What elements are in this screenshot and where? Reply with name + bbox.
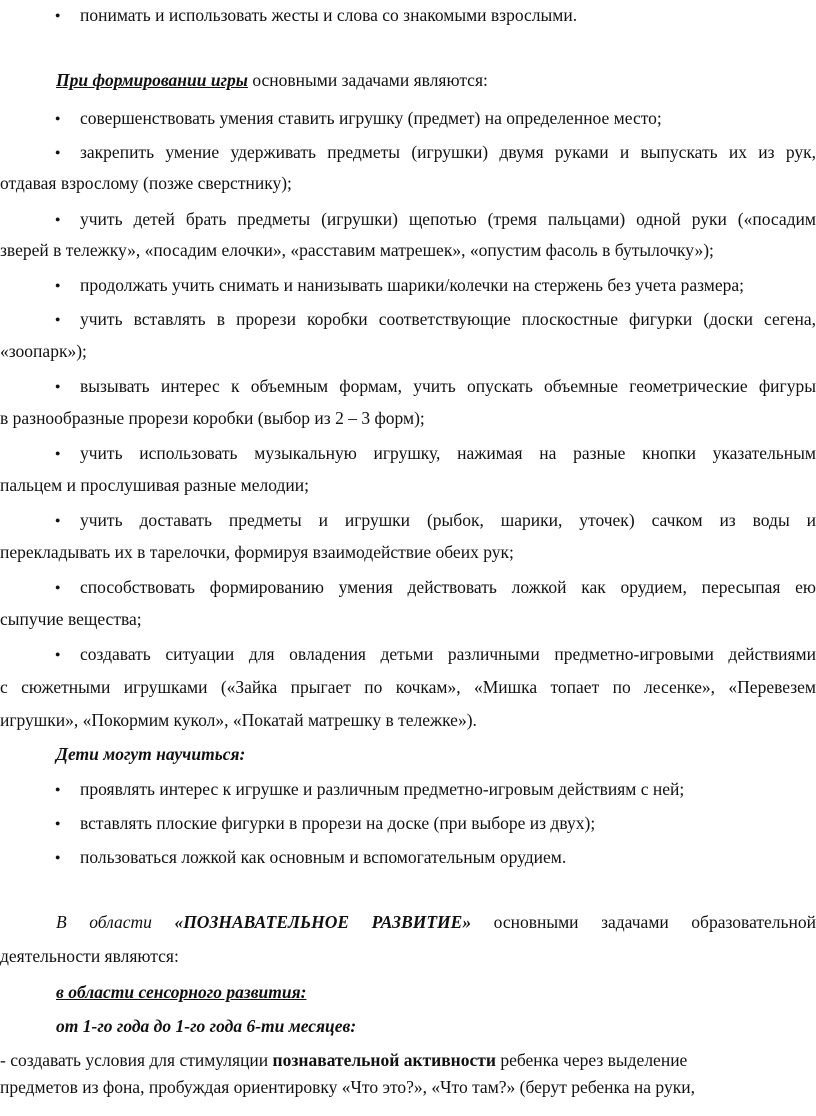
list-item: ● учить детей брать предметы (игрушки) щепотью (тремя пальцами) одной руки («посадим [80,208,816,230]
heading-emphasis: «ПОЗНАВАТЕЛЬНОЕ РАЗВИТИЕ» [174,912,472,932]
list-item-continuation: «зоопарк»); [0,341,87,361]
section-heading-play: При формировании игры основными задачами являются: [56,70,488,90]
paragraph-continuation: деятельности являются: [0,946,179,966]
list-item: ● учить доставать предметы и игрушки (рыбок, шарики, уточек) сачком из воды и [80,509,816,531]
list-item: ● способствовать формированию умения действовать ложкой как орудием, пересыпая ею [80,576,816,598]
list-item: ● вызывать интерес к объемным формам, учить опускать объемные геометрические фигуры [80,375,816,397]
list-item: ● проявлять интерес к игрушке и различным предметно-игровым действиям с ней; [80,778,816,800]
list-item: ● продолжать учить снимать и нанизывать шарики/колечки на стержень без учета размера; [80,274,816,296]
age-heading: от 1-го года до 1-го года 6-ти месяцев: [56,1016,357,1036]
list-item: ● пользоваться ложкой как основным и вспомогательным орудием. [80,846,816,868]
list-item-continuation: отдавая взрослому (позже сверстнику); [0,173,292,193]
section-heading-children-can-learn: Дети могут научиться: [56,744,246,764]
list-item-continuation: в разнообразные прорези коробки (выбор из 2 – 3 форм); [0,408,425,428]
list-item-continuation: сыпучие вещества; [0,609,142,629]
section-intro-cognitive: В области «ПОЗНАВАТЕЛЬНОЕ РАЗВИТИЕ» основными задачами образовательной [56,912,816,932]
list-item: ● понимать и использовать жесты и слова со знакомыми взрослыми. [80,4,816,26]
list-item: ● учить использовать музыкальную игрушку, нажимая на разные кнопки указательным [80,442,816,464]
list-item: ● закрепить умение удерживать предметы (игрушки) двумя руками и выпускать их из рук, [80,141,816,163]
list-item: ● учить вставлять в прорези коробки соответствующие плоскостные фигурки (доски сегена, [80,308,816,330]
heading-emphasis: При формировании игры [56,70,248,90]
list-item-continuation: игрушки», «Покормим кукол», «Покатай матрешку в тележке»). [0,710,477,730]
list-item: ● вставлять плоские фигурки в прорези на доске (при выборе из двух); [80,812,816,834]
paragraph-continuation: предметов из фона, пробуждая ориентировку «Что это?», «Что там?» (берут ребенка на руки, [0,1077,695,1097]
subsection-heading: в области сенсорного развития: [56,982,307,1002]
list-item-continuation: зверей в тележку», «посадим елочки», «расставим матрешек», «опустим фасоль в бутылочку»); [0,240,714,260]
list-item: ● создавать ситуации для овладения детьми различными предметно-игровыми действиями [80,643,816,665]
paragraph: - создавать условия для стимуляции познавательной активности ребенка через выделение [0,1050,688,1070]
list-item-continuation: пальцем и прослушивая разные мелодии; [0,475,309,495]
list-item: ● совершенствовать умения ставить игрушку (предмет) на определенное место; [80,107,816,129]
list-item-continuation: с сюжетными игрушками («Зайка прыгает по кочкам», «Мишка топает по лесенке», «Перевезем [0,677,816,697]
list-item-continuation: перекладывать их в тарелочки, формируя взаимодействие обеих рук; [0,542,514,562]
